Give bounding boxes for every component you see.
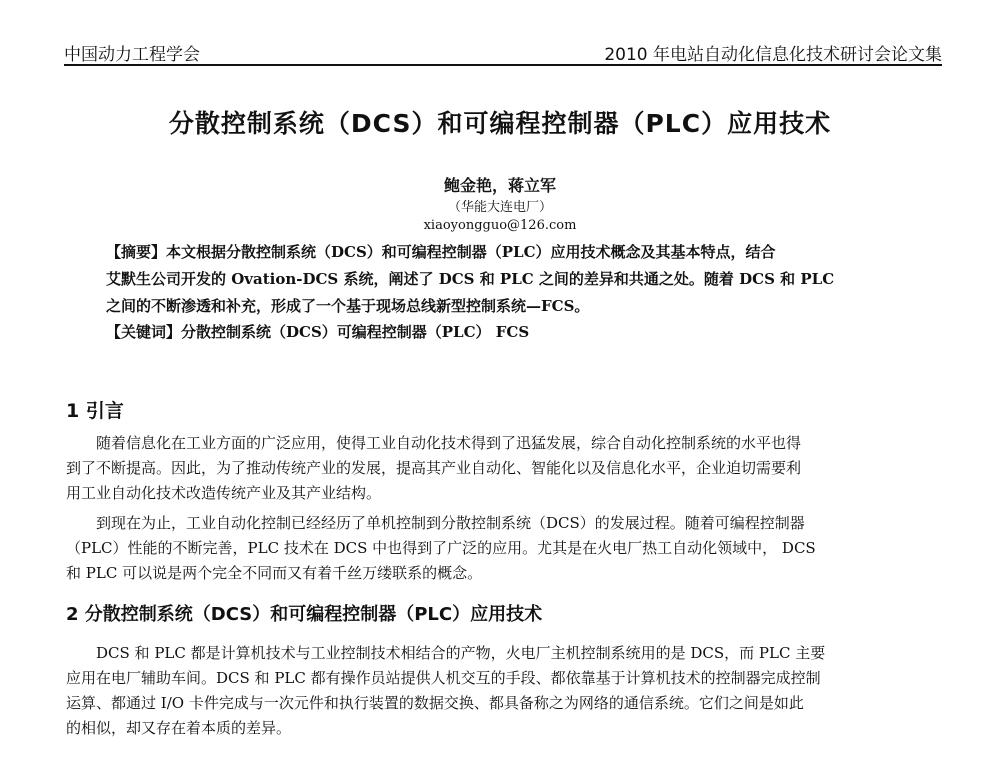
paper-title: 分散控制系统（DCS）和可编程控制器（PLC）应用技术: [168, 109, 832, 138]
paper-affiliation: （华能大连电厂）: [447, 200, 552, 215]
paper-authors: 鲍金艳，蒋立军: [443, 176, 556, 195]
section-heading-dcs-plc: 2 分散控制系统（DCS）和可编程控制器（PLC）应用技术: [66, 604, 543, 625]
section-heading-introduction: 1 引言: [66, 400, 124, 422]
header-society: 中国动力工程学会: [64, 45, 200, 65]
paragraph-line: 到了不断提高。因此，为了推动传统产业的发展，提高其产业自动化、智能化以及信息化水平，企业迫切需要利: [66, 459, 802, 477]
paragraph-line: 随着信息化在工业方面的广泛应用，使得工业自动化技术得到了迅猛发展，综合自动化控制系统的水平也得: [96, 434, 802, 452]
paragraph: [66, 641, 942, 741]
paragraph: [66, 431, 942, 506]
paragraph-line: 应用在电厂辅助车间。DCS 和 PLC 都有操作员站提供人机交互的手段、都依靠基于计算机技术的控制器完成控制: [66, 669, 821, 687]
paragraph-line: 用工业自动化技术改造传统产业及其产业结构。: [66, 484, 382, 502]
paragraph-line: DCS 和 PLC 都是计算机技术与工业控制技术相结合的产物，火电厂主机控制系统用的是 DCS，而 PLC 主要: [96, 644, 826, 662]
paragraph-line: 运算、都通过 I/O 卡件完成与一次元件和执行装置的数据交换、都具备称之为网络的通信系统。它们之间是如此: [66, 694, 804, 712]
paragraph-line: 的相似，却又存在着本质的差异。: [66, 719, 292, 737]
keywords: 【关键词】分散控制系统（DCS）可编程控制器（PLC） FCS: [106, 323, 530, 341]
header-proceedings: 2010 年电站自动化信息化技术研讨会论文集: [604, 45, 942, 65]
paragraph-line: （PLC）性能的不断完善，PLC 技术在 DCS 中也得到了广泛的应用。尤其是在火电厂热工自动化领域中， DCS: [66, 539, 816, 557]
abstract-line: 【摘要】本文根据分散控制系统（DCS）和可编程控制器（PLC）应用技术概念及其基本特点，结合: [106, 243, 776, 261]
abstract-line: 之间的不断渗透和补充，形成了一个基于现场总线新型控制系统—FCS。: [106, 297, 590, 315]
running-header: [64, 30, 942, 66]
author-email: xiaoyongguo@126.com: [423, 218, 577, 233]
abstract: [106, 239, 916, 320]
paragraph-line: 和 PLC 可以说是两个完全不同而又有着千丝万缕联系的概念。: [66, 564, 483, 582]
abstract-line: 艾默生公司开发的 Ovation-DCS 系统，阐述了 DCS 和 PLC 之间的差异和共通之处。随着 DCS 和 PLC: [106, 270, 835, 288]
paragraph-line: 到现在为止，工业自动化控制已经经历了单机控制到分散控制系统（DCS）的发展过程。随着可编程控制器: [96, 514, 805, 532]
paragraph: [66, 511, 942, 586]
